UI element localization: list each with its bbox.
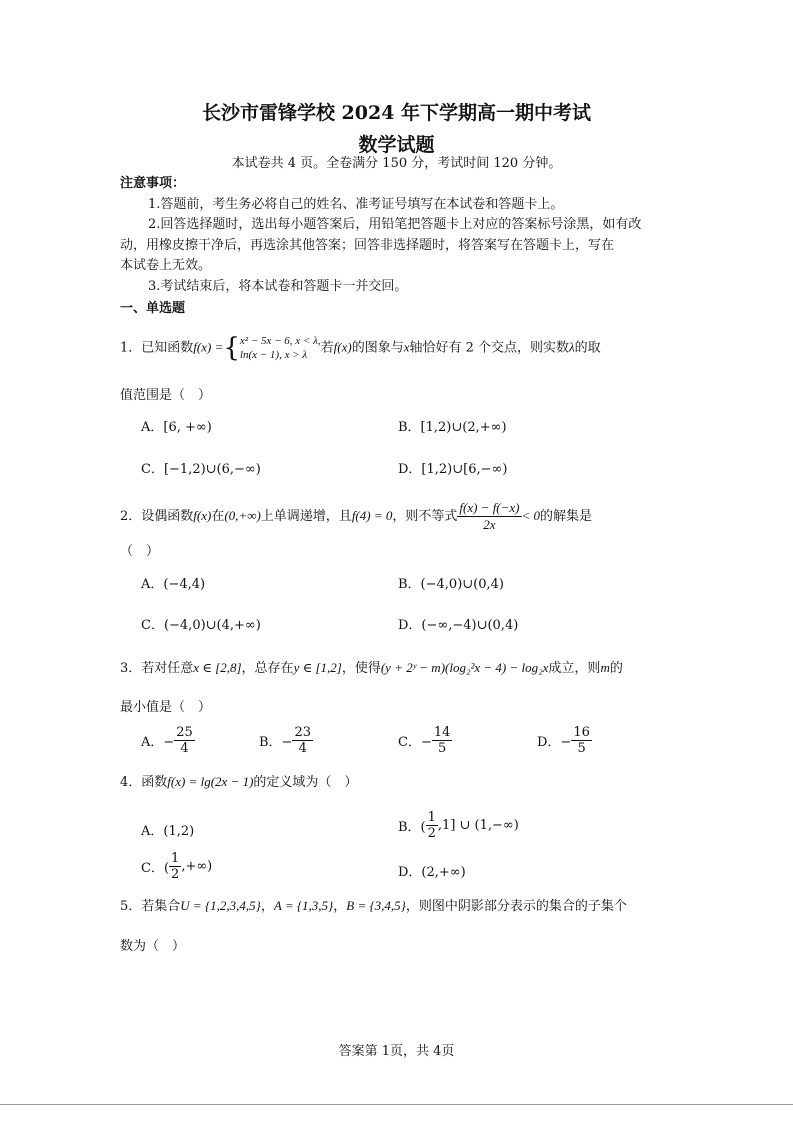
q1-case2: ln(x − 1), x > λ (239, 349, 308, 361)
q5-set-b: B = {3,4,5} (346, 898, 406, 913)
q1-option-a[interactable]: A．[6, +∞) (141, 420, 212, 435)
q4-lead: 4．函数 (120, 775, 168, 790)
note-1: 1.答题前，考生务必将自己的姓名、准考证号填写在本试卷和答题卡上。 (148, 197, 564, 212)
q4-b-frac (426, 810, 438, 841)
q3-lead: 3．若对任意 (120, 661, 194, 676)
question-1: 1．已知函数f(x) ={ x² − 5x − 6, x < λ, ln(x − 1), x > λ 若f(x)的图象与x轴恰好有 2 个交点，则实数λ的取 (120, 333, 601, 363)
q5-set-u: U = {1,2,3,4,5} (180, 898, 261, 913)
q3-m: m (600, 660, 610, 675)
question-4 (120, 771, 357, 790)
q4-b-pre: B．( (398, 820, 426, 835)
q2-option-b[interactable]: B．(−4,0)∪(0,4) (398, 577, 504, 592)
q3-option-a[interactable] (141, 725, 195, 756)
q1-option-c[interactable]: C．[−1,2)∪(6,−∞) (141, 462, 261, 477)
q3-a-den: 4 (180, 741, 189, 756)
q4-fx: f(x) = lg(2x − 1) (167, 774, 254, 789)
q4-tail: 的定义域为（ ） (253, 775, 358, 790)
q4-option-c[interactable] (141, 851, 212, 882)
q3-c-frac (432, 725, 453, 756)
q1-option-b[interactable]: B．[1,2)∪(2,+∞) (398, 420, 507, 435)
q3-d-frac (571, 725, 592, 756)
q2-option-c[interactable]: C．(−4,0)∪(4,+∞) (141, 618, 261, 633)
q5-comma-2: ， (333, 899, 347, 914)
q2-fraction (457, 500, 521, 533)
q2-t2: 上单调递增，且 (260, 509, 352, 524)
exam-info: 本试卷共 4 页。全卷满分 150 分，考试时间 120 分钟。 (231, 156, 562, 171)
q3-expr: (y + 2ʸ − m)(log₂²x − 4) − log₂x (380, 660, 549, 675)
q1-fx2: f(x) (333, 339, 352, 355)
q3-option-d[interactable] (537, 725, 592, 756)
q3-d-num: 16 (573, 725, 590, 740)
q2-option-d[interactable]: D．(−∞,−4)∪(0,4) (398, 618, 519, 633)
q1-case1: x² − 5x − 6, x < λ, (239, 335, 321, 347)
q4-c-pre: C．( (141, 861, 170, 876)
q3-t4: 的 (609, 661, 623, 676)
q1-line2: 值范围是（ ） (120, 388, 212, 403)
q4-c-num: 1 (171, 851, 180, 866)
q1-text-mid: 若 (320, 340, 334, 356)
section-heading: 一、单选题 (120, 301, 186, 316)
q1-text-tail: 的图象与 (351, 340, 404, 356)
q4-b-post: ,1] ∪ (1,−∞) (437, 818, 519, 833)
q2-f4: f(4) = 0 (351, 508, 393, 523)
q3-c-den: 5 (437, 741, 447, 756)
q3-option-b[interactable] (259, 725, 313, 756)
q2-ineq: < 0 (521, 508, 541, 523)
q3-b-den: 4 (298, 741, 307, 756)
q3-b-frac (292, 725, 313, 756)
q3-t1: ，总存在 (241, 661, 294, 676)
question-5 (120, 895, 627, 914)
q4-option-b[interactable] (398, 810, 519, 841)
q3-a-pre: A．− (141, 735, 175, 750)
q4-b-num: 1 (427, 810, 436, 825)
q4-option-a[interactable]: A．(1,2) (141, 824, 195, 839)
question-2 (120, 500, 592, 533)
q1-text-tail2: 轴恰好有 2 个交点，则实数 (409, 340, 570, 356)
q5-tail: ，则图中阴影部分表示的集合的子集个 (405, 899, 627, 914)
q4-c-den: 2 (171, 867, 180, 882)
q3-d-den: 5 (577, 741, 586, 756)
q3-b-pre: B．− (259, 735, 293, 750)
q3-xset: x ∈ [2,8] (193, 660, 242, 675)
q3-a-num: 25 (176, 725, 193, 740)
q1-text-tail3: 的取 (574, 340, 601, 356)
q1-option-d[interactable]: D．[1,2)∪[6,−∞) (398, 462, 508, 477)
q1-lead: 1．已知函数 (120, 340, 194, 356)
q2-fx: f(x) (193, 508, 212, 523)
q2-t3: ，则不等式 (392, 509, 458, 524)
q3-b-num: 23 (294, 725, 311, 740)
q2-denominator: 2x (483, 517, 496, 532)
q3-a-frac (174, 725, 195, 756)
q4-option-d[interactable]: D．(2,+∞) (398, 865, 466, 880)
q2-interval: (0,+∞) (224, 508, 261, 523)
q3-d-pre: D．− (537, 735, 572, 750)
q5-comma-1: ， (260, 899, 274, 914)
q3-line2: 最小值是（ ） (120, 700, 212, 715)
page-bottom-divider (0, 1104, 793, 1105)
q1-fx: f(x) = (193, 339, 224, 355)
note-3: 3.考试结束后，将本试卷和答题卡一并交回。 (148, 279, 408, 294)
q3-option-c[interactable] (398, 725, 452, 756)
q3-t3: 成立，则 (548, 661, 601, 676)
q3-yset: y ∈ [1,2] (293, 660, 342, 675)
q4-b-den: 2 (427, 826, 436, 841)
q5-lead: 5．若集合 (120, 899, 181, 914)
q5-line2: 数为（ ） (120, 939, 186, 954)
note-2a: 2.回答选择题时，选出每小题答案后，用铅笔把答题卡上对应的答案标号涂黑，如有改 (148, 217, 642, 232)
page-footer: 答案第 1页，共 4页 (338, 1044, 455, 1059)
q3-c-num: 14 (433, 725, 451, 740)
q2-t4: 的解集是 (540, 509, 593, 524)
q4-c-post: ,+∞) (181, 859, 213, 874)
q4-c-frac (169, 851, 181, 882)
q2-option-a[interactable]: A．(−4,4) (141, 577, 206, 592)
question-3 (120, 657, 623, 676)
notes-heading: 注意事项： (120, 176, 186, 191)
exam-subtitle: 数学试题 (358, 134, 435, 156)
exam-title: 长沙市雷锋学校 2024 年下学期高一期中考试 (201, 102, 592, 124)
note-2b: 动，用橡皮擦干净后，再选涂其他答案；回答非选择题时，将答案写在答题卡上，写在 (120, 238, 615, 253)
q2-lead: 2．设偶函数 (120, 509, 194, 524)
q5-set-a: A = {1,3,5} (273, 898, 334, 913)
q2-line2: （ ） (120, 544, 160, 559)
q2-numerator: f(x) − f(−x) (459, 500, 520, 515)
q2-t1: 在 (211, 509, 225, 524)
q1-lambda: λ (569, 339, 575, 355)
note-2c: 本试卷上无效。 (120, 258, 212, 273)
q3-t2: ，使得 (341, 661, 381, 676)
q1-x: x (403, 339, 410, 355)
q3-c-pre: C．− (398, 735, 432, 750)
